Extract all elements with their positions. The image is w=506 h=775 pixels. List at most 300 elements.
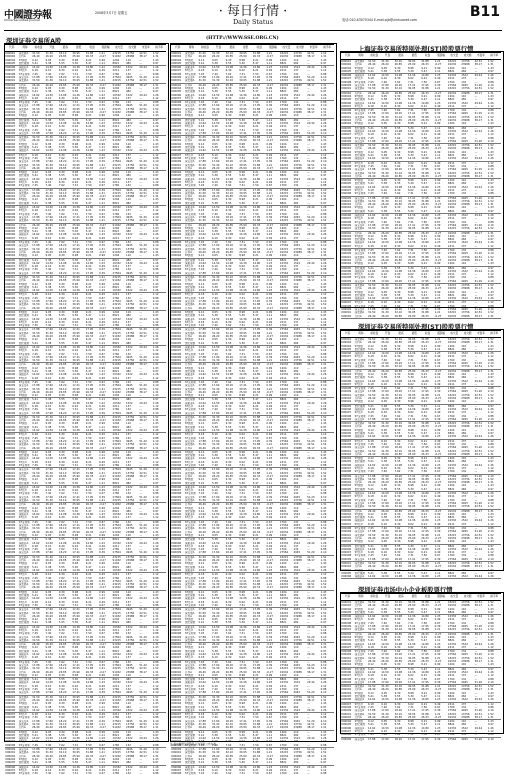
table-cell: 深发展A xyxy=(184,331,195,335)
table-cell: 1.26 xyxy=(152,206,159,210)
table-cell: 000007 xyxy=(5,544,16,548)
table-cell: 14.50 xyxy=(212,149,226,153)
table-cell: 000008 xyxy=(171,380,182,384)
table-cell: 14.80 xyxy=(85,429,98,433)
table-cell: 31.88 xyxy=(252,191,261,195)
table-cell: 1522 xyxy=(293,206,301,210)
table-cell: 91032 xyxy=(280,167,294,171)
table-cell: 9.05 xyxy=(45,562,52,566)
table-cell: 1.23 xyxy=(99,429,112,433)
table-cell: 1.31 xyxy=(320,139,327,143)
table-cell: 10332 xyxy=(279,401,289,405)
table-cell: 8821 xyxy=(279,258,287,262)
table-cell: 5.30 xyxy=(72,649,79,653)
table-cell: 91032 xyxy=(112,614,121,618)
table-cell: 43215 xyxy=(112,583,121,587)
table-cell: 17.88 xyxy=(32,188,40,192)
table-cell: 0.97 xyxy=(152,761,166,765)
table-cell: 6.02 xyxy=(239,293,245,297)
table-cell: 38.17 xyxy=(307,419,315,423)
table-cell: 14.80 xyxy=(85,317,94,321)
table-cell: 6.02 xyxy=(72,320,79,324)
table-cell: 17.60 xyxy=(45,691,58,695)
table-cell: 5.38 xyxy=(45,454,52,458)
table-cell: 1522 xyxy=(293,569,307,573)
table-cell: 万科A xyxy=(18,250,26,254)
table-cell: ST达声 xyxy=(185,656,199,660)
table-cell: 137 xyxy=(126,377,139,381)
table-row xyxy=(5,464,166,468)
table-cell: 23988 xyxy=(125,474,135,478)
table-cell: 8.98 xyxy=(72,142,79,146)
table-cell: 6.18 xyxy=(198,320,205,324)
table-cell: -0.27 xyxy=(266,139,274,143)
table-cell: 1.52 xyxy=(152,639,166,643)
table-cell: 27564 xyxy=(279,76,289,80)
table-cell: 26.85 xyxy=(225,474,234,478)
table-cell: 9.12 xyxy=(32,338,38,342)
table-cell: 2211 xyxy=(112,349,120,353)
table-cell: 1.23 xyxy=(266,373,273,377)
table-cell: 26.40 xyxy=(198,111,206,115)
table-cell: 137 xyxy=(293,404,299,408)
table-cell: 0.67 xyxy=(99,688,105,692)
table-cell: 6.30 xyxy=(225,433,232,437)
table-cell: 2211 xyxy=(112,740,120,744)
table-cell: 51.20 xyxy=(139,300,147,304)
table-cell: 43215 xyxy=(112,499,125,503)
table-cell: 7.45 xyxy=(32,464,45,468)
table-cell: 29.44 xyxy=(139,653,147,657)
table-cell: 9.21 xyxy=(85,366,92,370)
table-cell: 5.41 xyxy=(198,230,205,234)
table-cell: 42.51 xyxy=(307,527,315,531)
table-cell: ST宝利来 xyxy=(18,101,30,105)
table-cell: 17.88 xyxy=(198,160,206,164)
table-cell: 27564 xyxy=(280,272,294,276)
table-cell: 深发展A xyxy=(18,331,29,335)
table-cell: 4945 xyxy=(293,188,301,192)
table-cell: — xyxy=(139,128,142,132)
table-cell: ST国农 xyxy=(18,730,28,734)
table-cell: 13756 xyxy=(293,443,302,447)
table-cell: 18.20 xyxy=(58,355,67,359)
table-cell: 7.62 xyxy=(225,576,232,580)
table-cell: 51.20 xyxy=(307,412,321,416)
table-cell: 000004 xyxy=(5,646,16,650)
table-cell: 1.21 xyxy=(266,583,273,587)
table-cell: 5.38 xyxy=(45,565,52,569)
table-cell: 5.38 xyxy=(45,285,52,289)
table-cell: -0.27 xyxy=(99,530,106,534)
table-cell: 27564 xyxy=(279,188,289,192)
table-cell: 6.18 xyxy=(32,684,38,688)
table-cell: 6.02 xyxy=(239,516,253,520)
table-cell: 132 xyxy=(293,576,299,580)
table-cell: 14.98 xyxy=(225,289,239,293)
table-cell: 0.67 xyxy=(99,576,105,580)
table-cell: 1.11 xyxy=(99,146,105,150)
table-cell: — xyxy=(139,90,142,94)
table-cell: 8821 xyxy=(279,454,287,458)
table-cell: 14.50 xyxy=(212,485,220,489)
table-cell: 深发展A xyxy=(185,639,199,643)
table-cell: 7.40 xyxy=(45,184,58,188)
table-cell: 30.95 xyxy=(72,639,85,643)
table-cell: 8.98 xyxy=(72,478,79,482)
table-cell: — xyxy=(307,618,310,622)
table-cell: 000009 xyxy=(171,76,182,80)
table-cell: 26.85 xyxy=(225,559,234,563)
table-cell: 1.52 xyxy=(320,107,327,111)
table-cell: 5.41 xyxy=(198,258,205,262)
table-cell: 9.30 xyxy=(58,590,65,594)
table-cell: 6.02 xyxy=(239,320,245,324)
table-cell: 7.62 xyxy=(58,492,65,496)
table-cell: 7.40 xyxy=(212,548,218,552)
table-cell: 1.12 xyxy=(152,97,166,101)
table-cell: 1.11 xyxy=(266,62,280,66)
table-cell: 000008 xyxy=(5,184,18,188)
table-cell: 14.50 xyxy=(45,681,53,685)
table-cell: 32.10 xyxy=(225,247,234,251)
table-cell: 7.50 xyxy=(252,72,259,76)
table-cell: 14.50 xyxy=(212,513,220,517)
table-cell: 10332 xyxy=(112,681,121,685)
table-cell: 38.17 xyxy=(307,335,315,339)
table-cell: 43215 xyxy=(279,303,289,307)
table-cell: 000004 xyxy=(171,171,182,175)
table-cell: 7.31 xyxy=(239,464,253,468)
table-cell: 0.88 xyxy=(152,101,159,105)
table-cell: 000009 xyxy=(171,215,182,219)
table-cell: 万科A xyxy=(184,474,192,478)
table-cell: 31.30 xyxy=(45,331,53,335)
table-cell: 000001 xyxy=(171,107,182,111)
table-cell: 17.88 xyxy=(198,468,206,472)
table-cell: 7.62 xyxy=(225,352,232,356)
table-cell: 26.40 xyxy=(32,390,40,394)
table-cell: 17.60 xyxy=(45,104,53,108)
table-cell: 5.30 xyxy=(239,174,245,178)
table-cell: 000004 xyxy=(171,394,185,398)
table-cell: 1.11 xyxy=(99,678,105,682)
table-cell: 深振业A xyxy=(185,149,199,153)
table-cell: 5.38 xyxy=(212,594,218,598)
table-cell: 110 xyxy=(293,450,299,454)
table-cell: 1522 xyxy=(293,261,301,265)
table-cell: 1.23 xyxy=(266,541,273,545)
table-cell: 1.23 xyxy=(266,429,280,433)
table-cell: 26.40 xyxy=(32,698,40,702)
table-cell: 6.30 xyxy=(58,544,65,548)
table-cell: 7.40 xyxy=(45,212,52,216)
table-cell: 10332 xyxy=(112,373,121,377)
table-cell: 14.80 xyxy=(252,345,261,349)
table-cell: 110 xyxy=(293,394,307,398)
table-cell: 6.21 xyxy=(85,740,92,744)
table-cell: 1.52 xyxy=(320,583,327,587)
table-cell: 91032 xyxy=(279,559,289,563)
table-cell: 26.20 xyxy=(45,614,53,618)
table-cell: 2.10 xyxy=(152,76,159,80)
table-cell: 000008 xyxy=(5,241,16,245)
page-header xyxy=(0,0,506,32)
table-cell: 110 xyxy=(293,226,299,230)
table-cell: 8.98 xyxy=(239,506,245,510)
table-cell: 8821 xyxy=(279,174,287,178)
table-cell: 万科A xyxy=(184,559,192,563)
table-cell: 000001 xyxy=(5,499,18,503)
table-cell: 1.43 xyxy=(152,590,159,594)
table-cell: 0.97 xyxy=(320,425,327,429)
table-cell: 6.21 xyxy=(252,573,259,577)
table-cell: 13756 xyxy=(293,247,302,251)
table-cell: 14.62 xyxy=(32,206,40,210)
table-cell: 9.12 xyxy=(32,757,38,761)
table-cell: 000008 xyxy=(5,632,16,636)
table-cell: 137 xyxy=(125,209,131,213)
table-cell: 137 xyxy=(125,489,131,493)
table-cell: 17.41 xyxy=(72,635,80,639)
table-cell: 4945 xyxy=(293,215,301,219)
table-cell: 8821 xyxy=(112,230,120,234)
table-cell: 000004 xyxy=(5,226,16,230)
table-cell: 27564 xyxy=(112,635,121,639)
table-cell: 1.21 xyxy=(266,527,273,531)
table-cell: 000004 xyxy=(171,226,182,230)
table-cell: 1.52 xyxy=(320,415,327,419)
table-cell: 26.40 xyxy=(198,250,206,254)
table-cell: 0.67 xyxy=(99,632,105,636)
table-cell: 9.21 xyxy=(85,254,98,258)
table-cell: 17.41 xyxy=(239,355,247,359)
table-cell: 7.31 xyxy=(239,101,245,105)
table-cell: 17.60 xyxy=(212,104,220,108)
table-cell: 51.20 xyxy=(139,355,147,359)
table-cell: 2211 xyxy=(279,69,287,73)
table-cell: 万科A xyxy=(18,55,26,59)
table-cell: 91032 xyxy=(279,250,289,254)
table-cell: 32.10 xyxy=(58,276,67,279)
table-cell: 110 xyxy=(293,562,299,566)
table-cell: 世纪星源 xyxy=(184,398,196,402)
table-cell: 1522 xyxy=(125,681,133,685)
table-cell: 1.11 xyxy=(99,425,105,429)
table-cell: 8.98 xyxy=(72,422,79,426)
table-cell: 2211 xyxy=(279,573,287,577)
table-cell: 1.23 xyxy=(266,401,273,405)
table-cell: 6.30 xyxy=(225,69,232,73)
table-cell: 9.05 xyxy=(45,142,52,146)
table-cell: 1522 xyxy=(125,485,133,489)
table-cell: 10332 xyxy=(112,485,121,489)
table-cell: 6.10 xyxy=(45,153,52,157)
table-cell: 0.99 xyxy=(99,450,105,454)
table-cell: 30.95 xyxy=(72,219,85,223)
table-cell: 132 xyxy=(293,324,307,328)
table-cell: 17.41 xyxy=(72,551,85,555)
table-cell: 27564 xyxy=(112,608,121,612)
table-cell: 深宝安A xyxy=(18,132,31,136)
table-cell: 9.12 xyxy=(32,534,45,538)
table-cell: 0.67 xyxy=(266,632,273,636)
table-cell: 30.95 xyxy=(239,163,247,167)
table-cell: 31.30 xyxy=(45,136,53,140)
table-cell: 25.90 xyxy=(72,530,80,534)
table-cell: 26.40 xyxy=(198,83,206,87)
table-cell: 1.11 xyxy=(99,174,105,178)
table-cell: 5.30 xyxy=(239,90,245,94)
table-cell: 000009 xyxy=(171,524,182,528)
table-cell: 14.62 xyxy=(32,66,40,70)
table-cell: 1.43 xyxy=(152,478,159,482)
table-cell: — xyxy=(307,649,310,653)
table-cell: 6.30 xyxy=(225,125,232,129)
table-cell: 9.30 xyxy=(58,198,65,202)
table-cell: 世纪星源 xyxy=(18,678,30,682)
table-cell: 8821 xyxy=(279,594,287,598)
table-cell: 7.50 xyxy=(85,436,92,440)
table-cell: 26.20 xyxy=(212,195,220,199)
table-cell: 5.30 xyxy=(239,649,245,653)
table-cell: 深振业A xyxy=(184,457,195,461)
table-cell: ST宝利来 xyxy=(18,128,30,132)
table-cell: 8.98 xyxy=(72,254,85,258)
table-cell: 17.41 xyxy=(72,748,80,752)
table-cell: 0.99 xyxy=(99,562,105,566)
table-cell: 26.33 xyxy=(252,559,261,563)
table-cell: 42.51 xyxy=(139,611,147,615)
table-cell: 482 xyxy=(293,621,307,625)
table-cell: 5.41 xyxy=(32,621,45,625)
table-cell: 17.41 xyxy=(72,244,80,248)
table-cell: 6.18 xyxy=(198,97,212,101)
table-cell: 42.51 xyxy=(139,639,152,643)
table-cell: 深宝安A xyxy=(184,355,195,359)
table-cell: 0.99 xyxy=(266,590,273,594)
table-cell: 0.88 xyxy=(320,101,327,105)
table-cell: 9.21 xyxy=(252,86,259,90)
table-cell: 000006 xyxy=(5,541,16,545)
table-cell: 5.47 xyxy=(85,62,98,66)
table-cell: 482 xyxy=(293,509,299,513)
table-cell: 1.26 xyxy=(320,121,327,125)
table-cell: 000001 xyxy=(5,276,16,279)
table-cell: 29.44 xyxy=(139,206,147,210)
table-cell: 23988 xyxy=(293,279,302,283)
table-cell: 7.31 xyxy=(72,660,79,664)
table-cell: 深发展A xyxy=(18,723,29,726)
table-cell: 25.90 xyxy=(72,139,80,143)
table-cell: 482 xyxy=(125,90,131,94)
table-cell: 1.21 xyxy=(266,303,273,307)
table-cell: 1.12 xyxy=(152,377,166,381)
table-cell: 1760 xyxy=(112,492,120,496)
quote-table-sz-a xyxy=(5,44,166,775)
table-cell: 1.43 xyxy=(320,422,327,426)
table-cell: 6.18 xyxy=(32,404,38,408)
table-cell: — xyxy=(139,324,152,328)
table-cell: 17.41 xyxy=(239,551,253,555)
table-cell: 0.97 xyxy=(152,285,159,289)
table-cell: 18.20 xyxy=(225,579,234,583)
table-cell: 1.21 xyxy=(99,667,105,671)
table-cell: 万科A xyxy=(185,167,199,171)
table-cell: 000001 xyxy=(5,247,16,251)
table-cell: — xyxy=(307,142,310,146)
table-cell: 000005 xyxy=(5,733,16,737)
table-cell: — xyxy=(139,265,142,269)
table-cell: 000002 xyxy=(5,279,16,283)
table-cell: 1.21 xyxy=(99,79,112,83)
table-cell: 26.20 xyxy=(45,419,53,423)
table-cell: — xyxy=(139,237,152,241)
table-cell: 深宝安A xyxy=(184,215,195,219)
table-cell: — xyxy=(139,125,142,129)
table-cell: 1522 xyxy=(125,373,133,377)
table-cell: 14.98 xyxy=(58,345,67,349)
table-cell: 10332 xyxy=(112,149,125,153)
table-cell: 25.90 xyxy=(239,419,247,423)
table-cell: 0.99 xyxy=(266,282,273,286)
table-cell: 9.12 xyxy=(32,366,38,370)
table-cell: 0.39 xyxy=(266,104,273,108)
table-cell: 5.30 xyxy=(239,425,245,429)
table-cell: 6.18 xyxy=(198,656,212,660)
table-cell: 9.05 xyxy=(45,394,58,398)
table-cell: 13756 xyxy=(125,276,135,279)
table-cell: — xyxy=(307,128,310,132)
table-cell: ST达声 xyxy=(184,544,194,548)
table-cell: 0.39 xyxy=(266,328,273,332)
table-cell: 8821 xyxy=(112,285,120,289)
table-cell: 9.05 xyxy=(45,171,52,175)
table-cell: -0.27 xyxy=(266,419,274,423)
table-cell: 1.23 xyxy=(99,345,105,349)
table-cell: 深发展A xyxy=(18,555,29,559)
table-cell: 1.12 xyxy=(320,237,334,241)
table-cell: 132 xyxy=(125,296,131,300)
table-cell: 1760 xyxy=(112,632,120,636)
table-cell: 5.47 xyxy=(85,230,92,234)
table-cell: 51.20 xyxy=(307,132,321,136)
table-cell: 1.43 xyxy=(320,562,327,566)
table-cell: 深宝安A xyxy=(184,384,195,388)
table-cell: 1.31 xyxy=(152,55,159,59)
table-cell: 000002 xyxy=(5,363,16,367)
table-cell: 000002 xyxy=(5,503,16,507)
table-cell: 14.50 xyxy=(212,289,226,293)
table-cell: 4945 xyxy=(293,412,307,416)
table-cell: 深振业A xyxy=(184,206,195,210)
table-cell: 27564 xyxy=(112,495,121,499)
table-cell: 1522 xyxy=(126,289,139,293)
table-cell: 23988 xyxy=(293,139,302,143)
table-cell: 9.21 xyxy=(85,338,92,342)
table-cell: 世纪星源 xyxy=(18,621,31,625)
table-cell: 7.40 xyxy=(45,128,52,132)
table-cell: 9.05 xyxy=(212,58,218,62)
table-cell: 0.88 xyxy=(152,408,159,412)
table-cell: 1.23 xyxy=(99,681,105,685)
table-cell: 5.30 xyxy=(239,509,245,513)
table-cell: 世纪星源 xyxy=(18,314,30,318)
table-cell: 1.52 xyxy=(320,555,327,559)
table-cell: 000005 xyxy=(5,678,16,682)
table-cell: 6.10 xyxy=(212,320,218,324)
table-cell: 26.85 xyxy=(58,614,67,618)
